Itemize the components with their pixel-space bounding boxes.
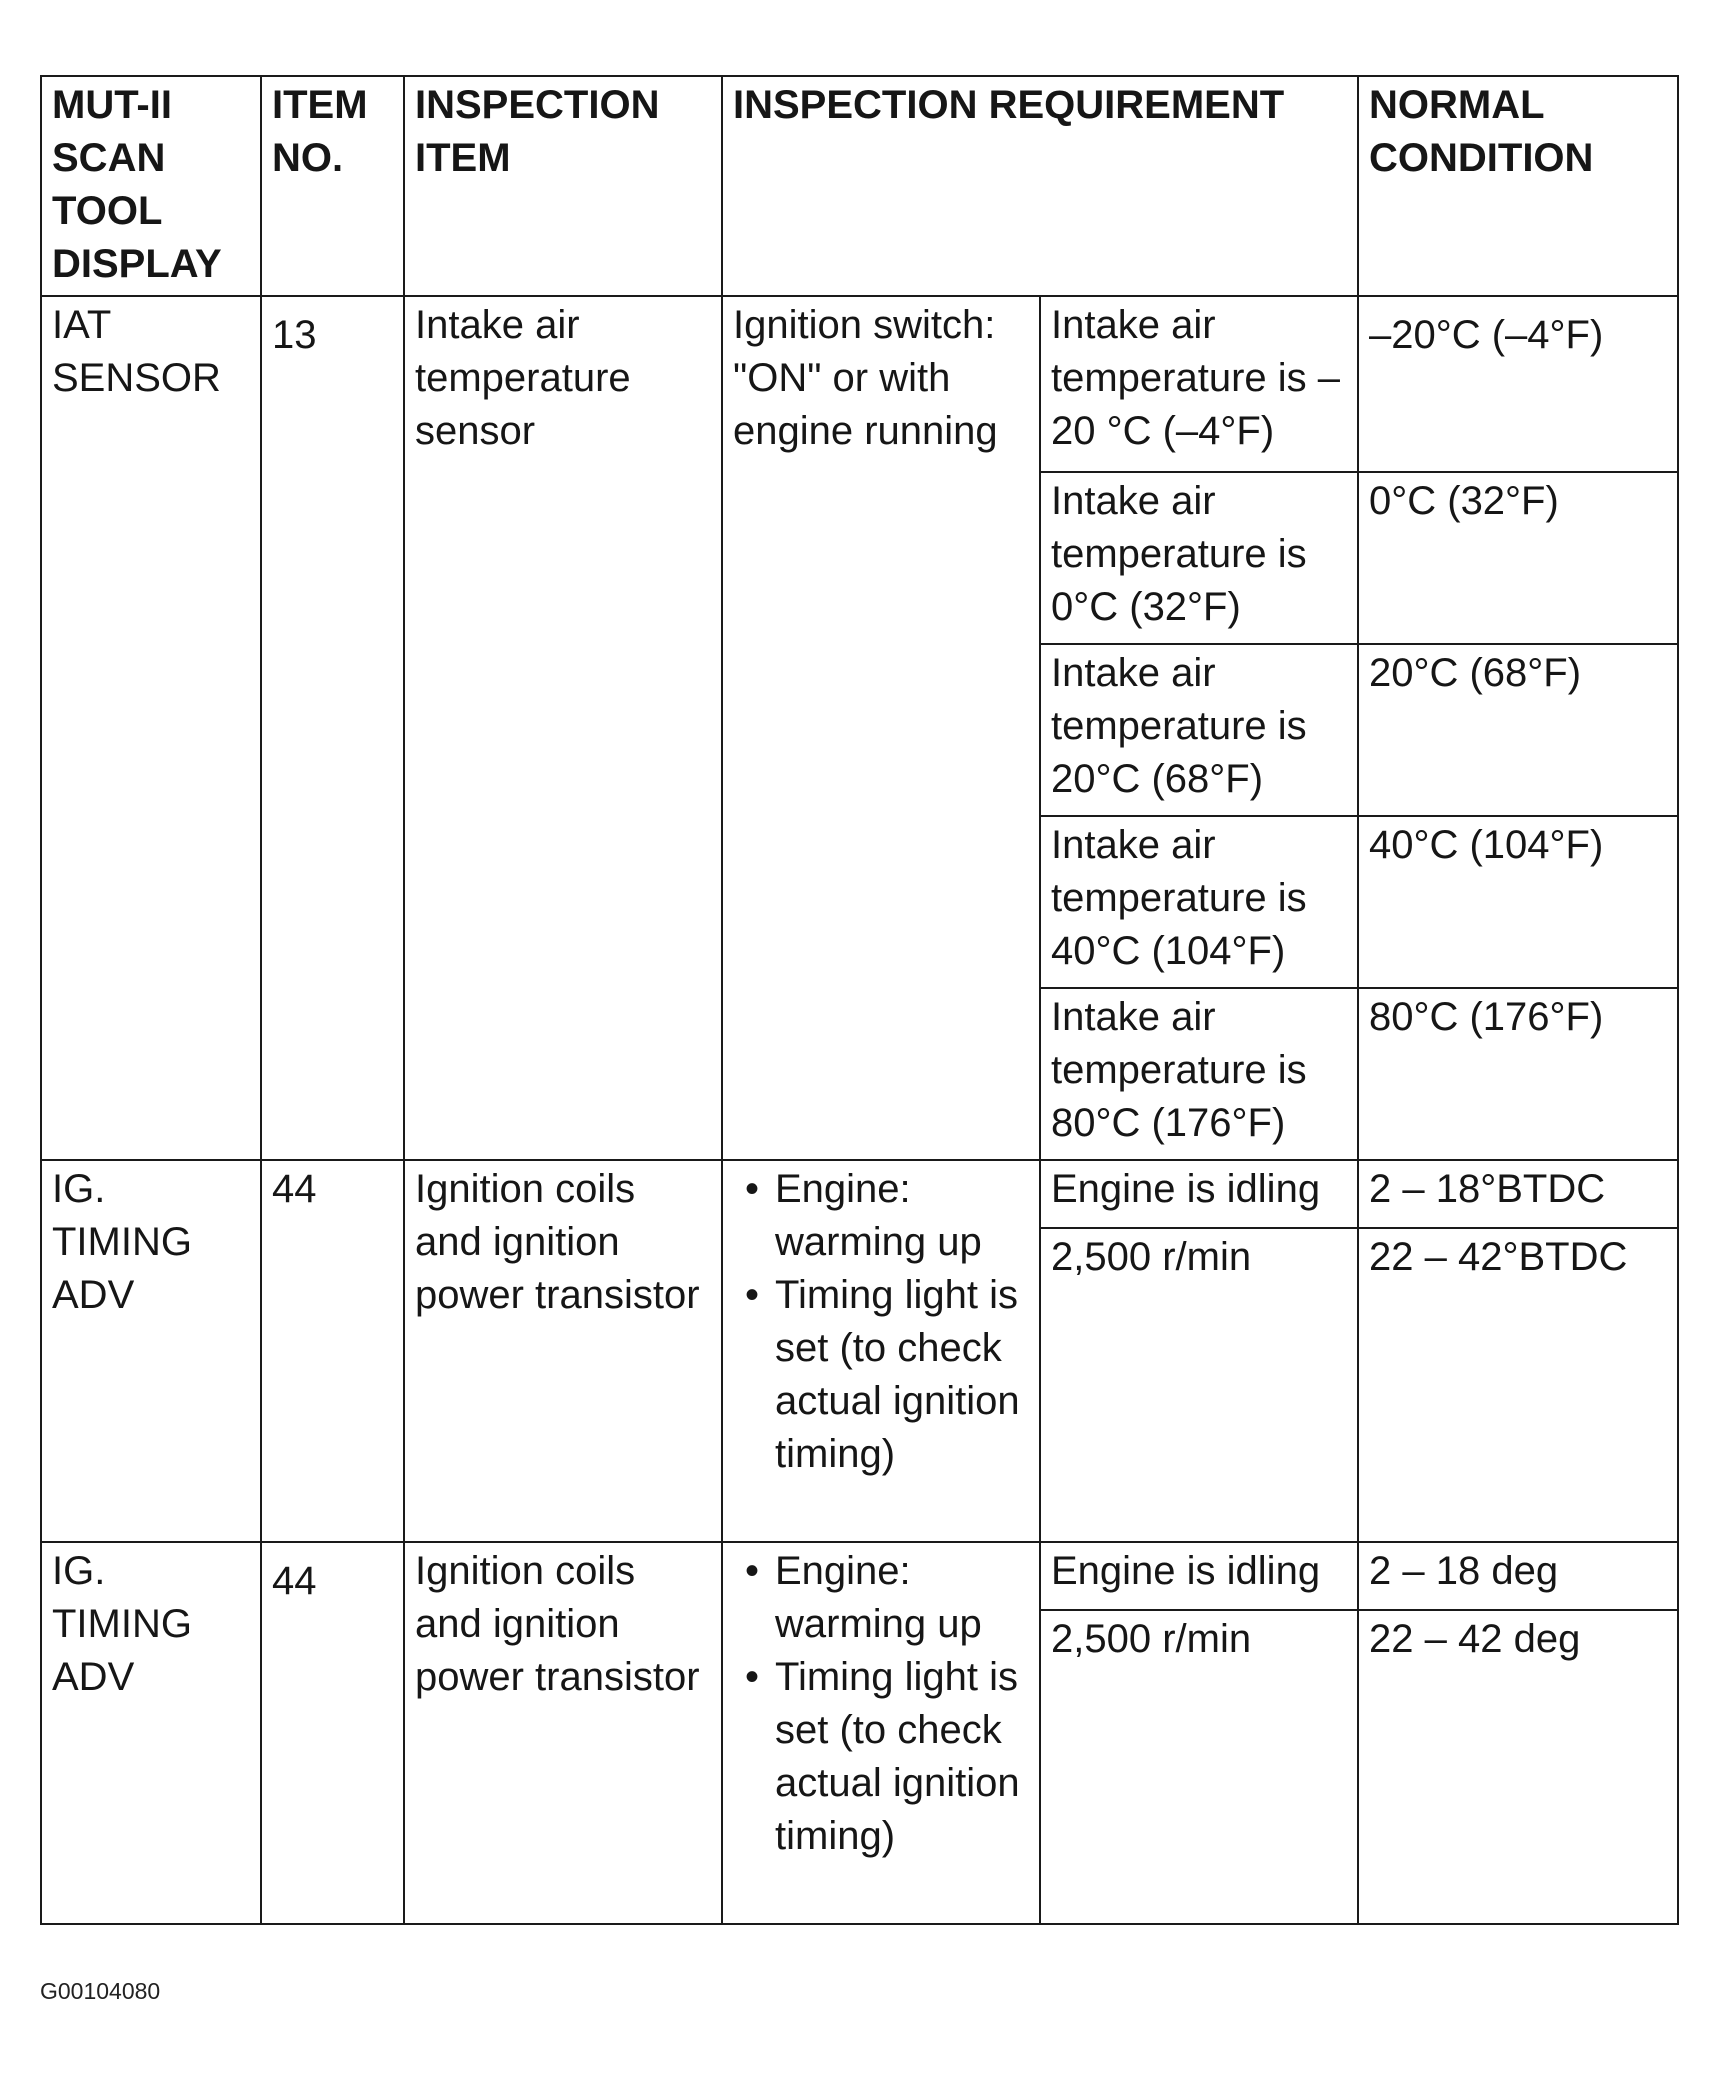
timing2-requirement-cell xyxy=(722,1542,1040,1924)
iat-normal-cell: 80°C (176°F) xyxy=(1358,988,1678,1160)
iat-condition-cell: Intake air temperature is –20 °C (–4°F) xyxy=(1040,296,1358,472)
list-item xyxy=(744,1269,1029,1481)
inspection-table xyxy=(40,75,1679,1925)
list-item xyxy=(744,1545,1029,1651)
table-row xyxy=(41,1160,1678,1228)
timing1-normal-cell: 22 – 42°BTDC xyxy=(1358,1228,1678,1542)
iat-normal-cell: 20°C (68°F) xyxy=(1358,644,1678,816)
iat-condition-cell: Intake air temperature is 80°C (176°F) xyxy=(1040,988,1358,1160)
timing1-condition-cell: 2,500 r/min xyxy=(1040,1228,1358,1542)
bullet-text: Timing light is set (to check actual ignition timing) xyxy=(775,1655,1020,1858)
table-row xyxy=(41,1542,1678,1610)
bullet-glyph: • xyxy=(744,1549,759,1593)
iat-display-cell: IAT SENSOR xyxy=(41,296,261,1160)
iat-condition-cell: Intake air temperature is 20°C (68°F) xyxy=(1040,644,1358,816)
iat-item-no-cell: 13 xyxy=(261,296,404,1160)
bullet-glyph: • xyxy=(744,1655,759,1699)
iat-normal-cell: 40°C (104°F) xyxy=(1358,816,1678,988)
timing1-bullet-list xyxy=(733,1163,1029,1481)
header-inspection-requirement: INSPECTION REQUIREMENT xyxy=(722,76,1358,296)
bullet-text: Timing light is set (to check actual ignition timing) xyxy=(775,1273,1020,1476)
bullet-glyph: • xyxy=(744,1273,759,1317)
list-item xyxy=(744,1651,1029,1863)
timing1-normal-cell: 2 – 18°BTDC xyxy=(1358,1160,1678,1228)
timing2-normal-cell: 2 – 18 deg xyxy=(1358,1542,1678,1610)
figure-id: G00104080 xyxy=(40,1978,161,2004)
iat-requirement-general-cell: Ignition switch: "ON" or with engine running xyxy=(722,296,1040,1160)
timing2-inspection-item-cell: Ignition coils and ignition power transistor xyxy=(404,1542,722,1924)
timing2-condition-cell: 2,500 r/min xyxy=(1040,1610,1358,1924)
timing1-inspection-item-cell: Ignition coils and ignition power transistor xyxy=(404,1160,722,1542)
iat-condition-cell: Intake air temperature is 40°C (104°F) xyxy=(1040,816,1358,988)
table-row xyxy=(41,296,1678,472)
header-normal-condition: NORMAL CONDITION xyxy=(1358,76,1678,296)
timing2-item-no-cell: 44 xyxy=(261,1542,404,1924)
iat-normal-cell: –20°C (–4°F) xyxy=(1358,296,1678,472)
iat-condition-cell: Intake air temperature is 0°C (32°F) xyxy=(1040,472,1358,644)
bullet-text: Engine: warming up xyxy=(775,1167,982,1264)
timing2-normal-cell: 22 – 42 deg xyxy=(1358,1610,1678,1924)
iat-normal-cell: 0°C (32°F) xyxy=(1358,472,1678,644)
timing1-requirement-cell xyxy=(722,1160,1040,1542)
bullet-glyph: • xyxy=(744,1167,759,1211)
header-inspection-item: INSPECTION ITEM xyxy=(404,76,722,296)
bullet-text: Engine: warming up xyxy=(775,1549,982,1646)
timing2-display-cell: IG. TIMING ADV xyxy=(41,1542,261,1924)
header-row xyxy=(41,76,1678,296)
iat-inspection-item-cell: Intake air temperature sensor xyxy=(404,296,722,1160)
timing1-condition-cell: Engine is idling xyxy=(1040,1160,1358,1228)
timing1-display-cell: IG. TIMING ADV xyxy=(41,1160,261,1542)
timing1-item-no-cell: 44 xyxy=(261,1160,404,1542)
header-item-no: ITEM NO. xyxy=(261,76,404,296)
timing2-condition-cell: Engine is idling xyxy=(1040,1542,1358,1610)
header-scan-tool-display: MUT-II SCAN TOOL DISPLAY xyxy=(41,76,261,296)
timing2-bullet-list xyxy=(733,1545,1029,1863)
list-item xyxy=(744,1163,1029,1269)
